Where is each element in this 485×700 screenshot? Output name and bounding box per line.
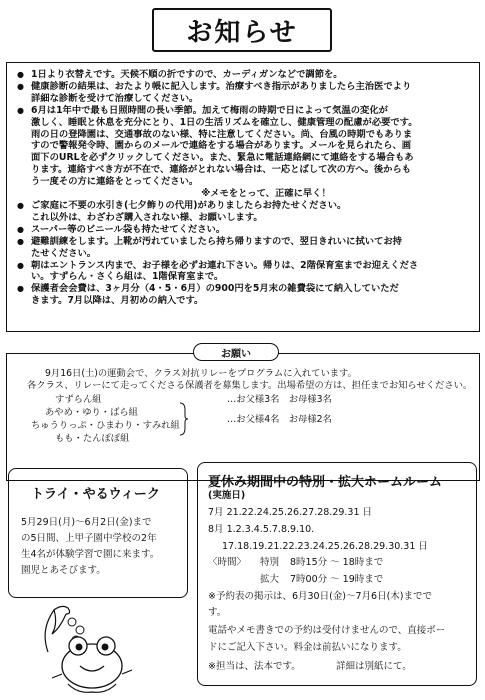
notice-line: 面下のURLを必ずクリックしてください。また、緊急に電話連絡網にて連絡をする場合もあ	[31, 152, 414, 164]
notice-line: 詳細な診断を受けて治療してください。	[31, 92, 199, 104]
tryyaru-line-1: 5月29日(月)～6月2日(金)まで	[21, 517, 152, 528]
class-suzuran-quota: …お父様3名 お母様3名	[227, 394, 332, 405]
summer-phone-2: ドにご記入下さい。料金は前払いになります。	[208, 642, 407, 653]
summer-time-label: 〈時間〉	[208, 557, 247, 568]
notice-line: ● ご家庭に不要の水引き(七夕飾りの代用)がありましたらお持たせください。	[31, 199, 347, 211]
class-suzuran: すずらん組	[55, 394, 102, 405]
frog-mascot-icon	[32, 600, 152, 698]
notice-line: い。すずらん・さくら組は、1階保育室まで。	[31, 271, 224, 283]
summer-box	[197, 462, 477, 686]
summer-expand-time: 7時00分 ～ 19時まで	[290, 574, 384, 585]
class-group-1: あやめ・ゆり・ばら組	[45, 407, 138, 418]
notice-line: すので警報発令時、園からのメールで連絡をする場合があります。メールを見られたら、画	[31, 140, 412, 152]
notice-item	[17, 105, 471, 200]
tryyaru-line-4: 園児とあそびます。	[21, 565, 106, 576]
tryyaru-heading: トライ・やるウィーク	[31, 487, 160, 502]
notice-item	[17, 224, 471, 236]
notice-line: これ以外は、わざわざ購入されない様、お願いします。	[31, 211, 263, 223]
summer-heading: 夏休み期間中の特別・拡大ホームルーム	[208, 475, 443, 490]
notice-item	[17, 81, 471, 105]
summer-aug-1: 8月 1.2.3.4.5.7.8.9.10.	[208, 524, 315, 535]
notice-item	[17, 236, 471, 260]
request-tab-label: お願い	[193, 343, 279, 361]
notice-item	[17, 260, 471, 284]
request-line-2: 各クラス、リレーにて走ってくださる保護者を募集します。出場希望の方は、担任までお知らせください。	[27, 380, 473, 391]
notice-item	[17, 200, 471, 224]
notice-line: ● スーパー等のビニール袋も持たせてください。	[31, 223, 226, 235]
brace-icon	[179, 402, 189, 436]
notice-line: ● 朝はエントランス内まで、お子様を必ずお連れ下さい。帰りは、2階保育室までお迎えくださ	[31, 259, 419, 271]
notice-line: ● 1日より衣替えです。天候不順の折ですので、カーディガンなどで調節を。	[31, 69, 343, 80]
notice-line: ● 保護者会会費は、3ヶ月分（4・5・6月）の900円を5月末の雑費袋にて納入していただ	[31, 283, 399, 295]
class-group-quota: …お父様4名 お母様2名	[227, 414, 332, 425]
summer-contact-label: ※担当は、法本です。	[208, 661, 301, 672]
tryyaru-line-2: の5日間、上甲子園中学校の2年	[21, 533, 157, 544]
tryyaru-box	[8, 468, 188, 598]
notices-box	[6, 62, 480, 332]
summer-july: 7月 21.22.24.25.26.27.28.29.31 日	[208, 507, 373, 518]
summer-expand-label: 拡大	[260, 574, 280, 585]
summer-special-label: 特別	[260, 557, 280, 568]
page-title: お知らせ	[152, 8, 332, 52]
notice-line: 激しく、睡眠と休息を充分にとり、1日の生活リズムを確立し、健康管理の配慮が必要です。	[31, 116, 418, 128]
summer-reserve-2: す。	[208, 607, 227, 618]
summer-phone-1: 電話やメモ書きでの予約は受付けませんので、直接ボー	[208, 625, 446, 636]
notice-line: ● 6月は1年中で最も日照時間の長い季節。加えて梅雨の時期で日によって気温の変化が	[31, 104, 388, 116]
notice-item	[17, 69, 471, 81]
summer-dates-label: (実施日)	[208, 490, 246, 501]
summer-reserve-1: ※予約表の掲示は、6月30日(金)～7月6日(木)までで	[208, 591, 433, 602]
notice-line: ● 健康診断の結果は、おたより帳に記入します。治療すべき指示がありましたら主治医でより	[31, 80, 412, 92]
notice-line: 雨の日の登降園は、交通事故のない様、特に注意してください。尚、台風の時期でもありま	[31, 128, 413, 140]
notice-line: たせください。	[31, 247, 97, 259]
notice-line: ● 避難訓練をします。上靴が汚れていましたら持ち帰りますので、翌日きれいに拭いてお持	[31, 235, 402, 247]
summer-aug-2: 17.18.19.21.22.23.24.25.26.28.29.30.31 日	[222, 541, 428, 552]
notice-line: きます。7月以降は、月初めの納入です。	[31, 295, 204, 307]
class-group-2: ちゅうりっぷ・ひまわり・すみれ組	[31, 420, 180, 431]
summer-contact-detail: 詳細は別紙にて。	[336, 661, 412, 672]
request-line-1: 9月16日(土)の運動会で、クラス対抗リレーをプログラムに入れています。	[45, 368, 357, 379]
tryyaru-line-3: 生4名が体験学習で園に来ます。	[21, 549, 160, 560]
memo-note: ※メモをとって、正確に早く！	[201, 188, 331, 200]
notice-line: ります。連絡すべき方が不在で、連絡がとれない場合は、一応とばして次の方へ。後からも	[31, 164, 412, 176]
notice-line: う一度その方に連絡をとってください。	[31, 176, 199, 188]
summer-special-time: 8時15分 ～ 18時まで	[290, 557, 384, 568]
notice-item	[17, 283, 471, 307]
notice-list	[17, 69, 471, 307]
class-group-3: もも・たんぽぽ組	[55, 433, 130, 444]
